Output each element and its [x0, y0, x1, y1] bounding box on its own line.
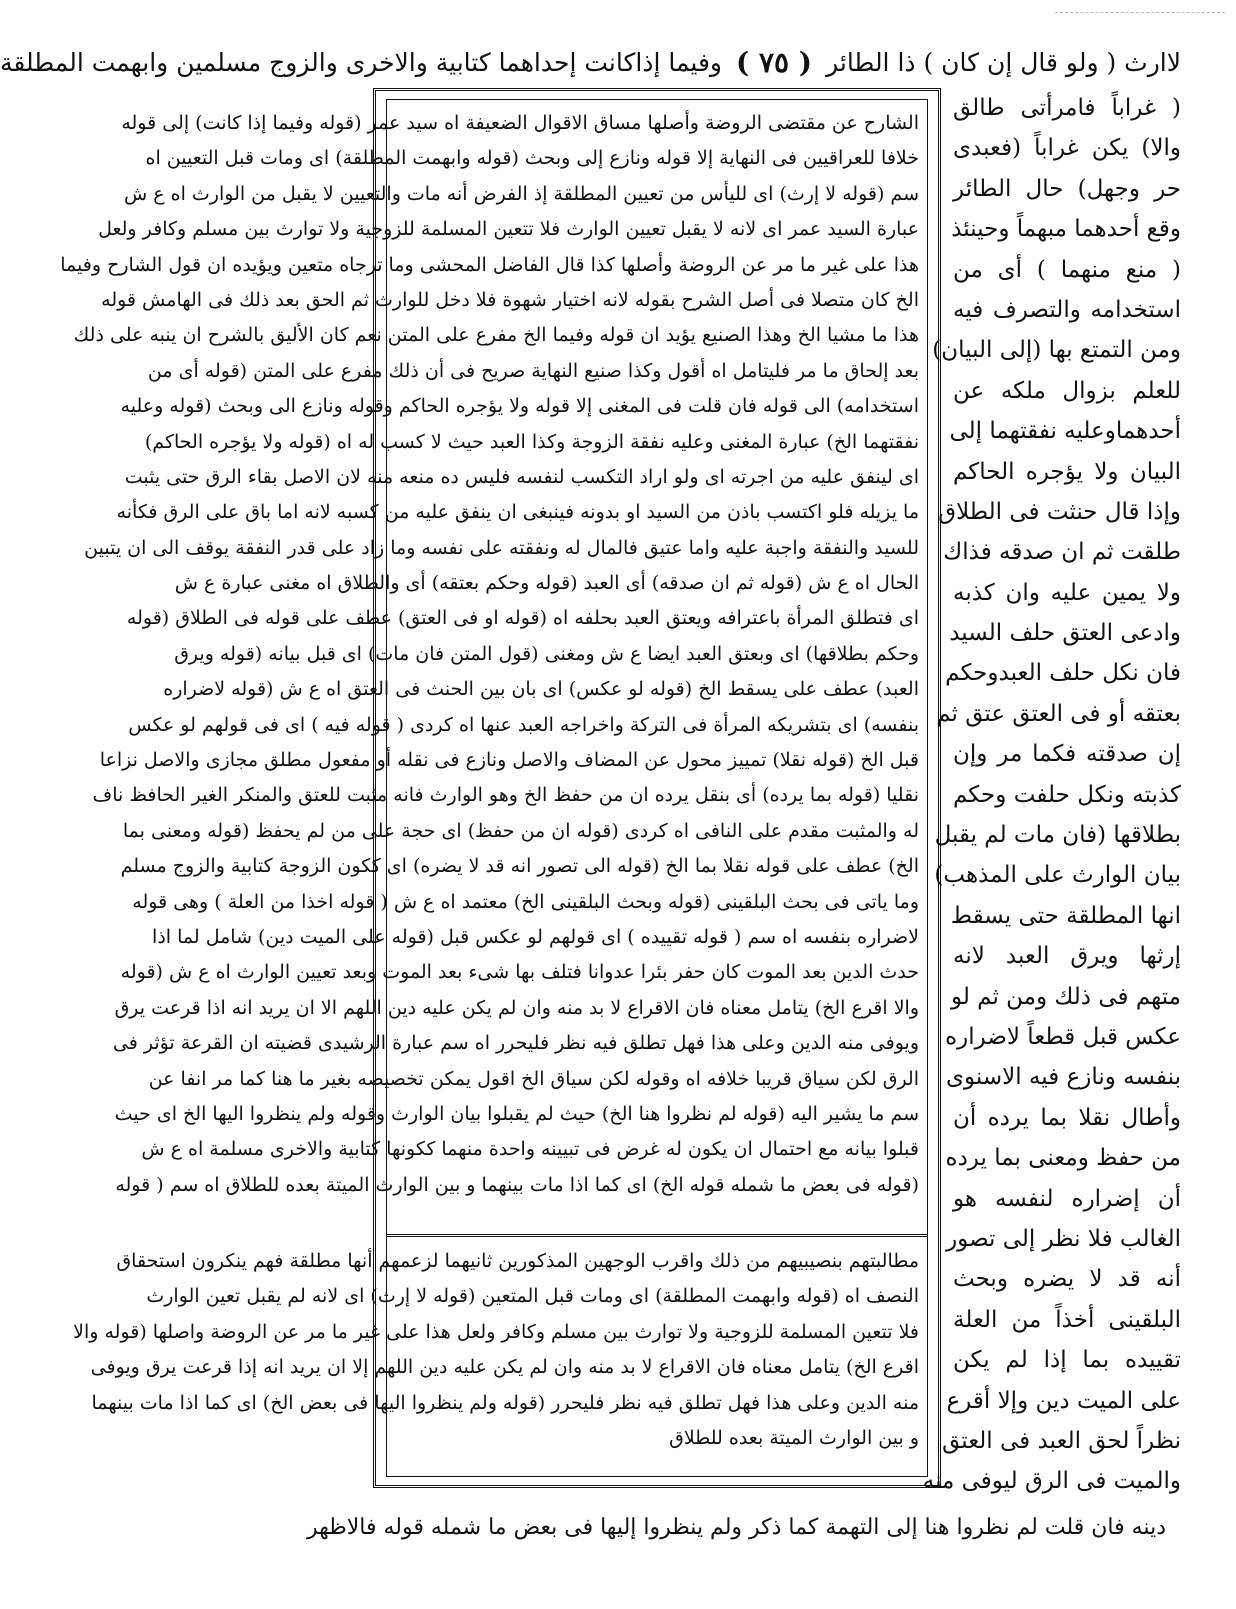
commentary-line: الحال اه ع ش (قوله ثم ان صدقه) أى العبد (قوله وحكم بعتقه) أى والطلاق اه مغنى عبارة ع ش: [174, 572, 919, 595]
main-text-line: متهم فى ذلك ومن ثم لو: [950, 983, 1181, 1010]
main-text-line: أحدهماوعليه نفقتهما إلى: [949, 418, 1181, 445]
main-text-line: ( غراباً فامرأتى طالق: [953, 95, 1181, 121]
commentary-inner-frame: [60, 99, 928, 1477]
main-text-line: طلقت ثم ان صدقه فذاك: [943, 539, 1181, 566]
section-divider: [387, 1234, 927, 1237]
main-text-line: ومن التمتع بها (إلى البيان): [932, 337, 1181, 364]
main-text-line: عكس قبل قطعاً لاضراره: [945, 1023, 1181, 1050]
commentary-line: حدث الدين بعد الموت كان حفر بئرا عدوانا فتلف بها شىء بعد الموت وبعد تعيين الوارث اه ع ش (قوله: [120, 961, 919, 984]
main-text-line: أن إضراره لنفسه هو: [953, 1185, 1181, 1212]
commentary-line: الشارح عن مقتضى الروضة وأصلها مساق الاقوال الضعيفة اه سيد عمر (قوله وفيما إذا كانت) إلى قوله: [121, 112, 919, 134]
commentary-line: بنفسه) اى بتشريكه المرأة فى التركة واخراجه العبد عنها اه كردى ( قوله فيه ) اى فى قولهم لو عكس: [128, 713, 919, 736]
header-right-text: لاارث ( ولو قال إن كان ) ذا الطائر: [826, 48, 1181, 77]
main-text-line: على الميت دين وإلا أقرع: [946, 1387, 1181, 1414]
scan-mark: [1055, 12, 1225, 13]
main-text-line: البيان ولا يؤجره الحاكم: [953, 458, 1181, 485]
commentary-line: وحكم بطلاقها) اى وبعتق العبد ايضا ع ش ومغنى (قول المتن فان مات) اى قبل بيانه (قوله ويرق: [174, 642, 919, 665]
main-text-line: فان نكل حلف العبدوحكم: [945, 660, 1181, 687]
commentary-line: اى لينفق عليه من اجرته اى ولو اراد التكسب لنفسه فليس ده منعه منه لان الاصل بقاء الرق حتى يثبت: [124, 465, 919, 488]
commentary-line: فلا تتعين المسلمة للزوجية ولا توارث بين مسلم وكافر ولعل هذا على غير ما مر عن الروضة واصلها (قوله والا: [73, 1320, 919, 1343]
page-number: ( ٧٥ ): [735, 46, 813, 79]
commentary-line: منه الدين وعلى هذا فهل تطلق فيه نظر فليحرر (قوله ولم ينظروا اليها فى بعض الخ) اى كما اذا مات بينهما: [91, 1391, 919, 1414]
main-text-line: الغالب فلا نظر إلى تصور: [946, 1225, 1181, 1252]
main-text-line: بيان الوارث على المذهب): [934, 862, 1181, 889]
commentary-line: للسيد والنفقة واجبة عليه واما عتيق فالمال له ونفقته على نفسه وما زاد على قدر النفقة يوقف الى ان يتبين: [84, 536, 919, 559]
commentary-line: قبل الخ (قوله نقلا) تمييز محول عن المضاف والاصل ونازع فى نقله أو مفعول مطلق مجازى والاصل نزاعا: [99, 749, 919, 772]
commentary-line: قبلوا بيانه مع احتمال ان يكون له غرض فى تبيينه واحدة منهما ككونها كتابية والاخرى مسلمة اه ع ش: [141, 1138, 919, 1161]
commentary-line: و بين الوارث الميتة بعده للطلاق: [669, 1426, 919, 1449]
commentary-frame: [60, 88, 941, 1488]
commentary-line: هذا على غير ما مر عن الروضة وأصلها كذا قال الفاضل المحشى وما ترجاه متعين ويؤيده ان قول الشارح وفيما: [60, 253, 919, 276]
commentary-line: الخ كان متصلا فى أصل الشرح بقوله لانه اختيار شهوة فلا دخل للوارث ثم الحق بعد ذلك فى الهامش قوله: [101, 288, 919, 311]
main-text-line: نظراً لحق العبد فى العتق: [942, 1427, 1181, 1454]
commentary-line: اى فتطلق المرأة باعترافه ويعتق العبد بحلفه اه (قوله او فى العتق) عطف على قوله فى الطلاق (قوله: [126, 607, 919, 630]
commentary-line: عبارة السيد عمر اى لانه لا يقبل تعيين الوارث فلا تتعين المسلمة للزوجية ولا توارث بين مسلم وكافر ولعل: [98, 218, 919, 241]
main-text-line: استخدامه والتصرف فيه: [953, 296, 1181, 323]
commentary-line: ويوفى منه الدين وعلى هذا فهل تطلق فيه نظر فليحرر اه سم عبارة الرشيدى قضيته ان القرعة تؤثر فى: [112, 1032, 919, 1055]
commentary-line: وما ياتى فى بحث البلقينى (قوله وبحث البلقينى الخ) معتمد اه ع ش ( قوله اخذا من العلة ) وهى قوله: [132, 890, 919, 913]
commentary-line: سم (قوله لا إرث) اى لليأس من تعيين المطلقة إذ الفرض أنه مات والتعيين لا يقبل من الوارث اه ع ش: [124, 182, 919, 205]
main-text-line: وإذا قال حنثت فى الطلاق: [938, 498, 1181, 525]
commentary-line: اقرع الخ) يتامل معناه فان الاقراع لا بد منه وان لم يكن عليه دين اللهم إلا ان يريد انه إذا قرعت يرق ويوفى: [90, 1356, 919, 1379]
commentary-line: العبد) عطف على يسقط الخ (قوله لو عكس) اى بان بين الحنث فى العتق اه ع ش (قوله لاضراره: [163, 678, 919, 701]
commentary-line: الرق لكن سياق قريبا خلافه اه وقوله لكن سياق الخ اقول يمكن تخصيصه بغير ما هنا كما مر انفا عن: [148, 1067, 919, 1090]
main-text-line: حر وجهل) حال الطائر: [953, 175, 1181, 202]
commentary-section-bottom: [73, 1244, 919, 1456]
commentary-line: خلافا للعراقيين فى النهاية إلا قوله ونازع إلى وبحث (قوله وابهمت المطلقة) اى ومات قبل التعيين اه: [145, 147, 919, 170]
commentary-line: نفقتهما الخ) عبارة المغنى وعليه نفقة الزوجة وكذا العبد حيث لا كسب له اه (قوله ولا يؤجره الحاكم): [144, 430, 919, 453]
main-text-line: بعتقه أو فى العتق عتق ثم: [936, 700, 1181, 727]
main-text-line: للعلم بزوال ملكه عن: [953, 377, 1181, 404]
main-text-line: من حفظ ومعنى بما يرده: [945, 1145, 1181, 1172]
commentary-line: له والمثبت مقدم على النافى اه كردى (قوله ان من حفظ) اى حجة على من لم يحفظ (قوله ومعنى بما: [122, 819, 919, 842]
main-text-line: ( منع منهما ) أى من: [953, 256, 1181, 283]
main-text-line: بطلاقها (فان مات لم يقبل: [934, 822, 1181, 849]
main-text-line: ولا يمين عليه وان كذبه: [953, 579, 1181, 606]
commentary-line: لاضراره بنفسه اه سم ( قوله تقييده ) اى قولهم لو عكس قبل (قوله على الميت دين) شامل لما اذا: [152, 925, 919, 948]
main-text-line: والا) يكن غراباً (فعبدى: [953, 135, 1181, 162]
commentary-line: النصف اه (قوله وابهمت المطلقة) اى ومات قبل المتعين (قوله لا إرث) اى لانه لم يقبل تعين الوارث: [146, 1285, 919, 1308]
main-text-line: وادعى العتق حلف السيد: [949, 620, 1181, 647]
main-text-line: انها المطلقة حتى يسقط: [950, 902, 1181, 929]
main-text-line: وقع أحدهما مبهماً وحينئذ: [951, 216, 1181, 243]
commentary-line: ما يزيله فلو اكتسب باذن من السيد او بدونه فينبغى ان ينفق عليه من كسبه لانه اما باق على الرق فكأنه: [116, 501, 919, 524]
commentary-line: نقليا (قوله بما يرده) أى بنقل يرده ان من حفظ الخ وهو الوارث فانه مثبت للعتق والمنكر الغير الحافظ ناف: [92, 784, 919, 807]
commentary-line: استخدامه) الى قوله فان قلت فى المغنى إلا قوله ولا يؤجره الحاكم وقوله ونازع الى وبحث (قوله وعليه: [120, 395, 919, 418]
main-text-line: والميت فى الرق ليوفى منه: [922, 1468, 1181, 1495]
commentary-line: مطالبتهم بنصيبيهم من ذلك واقرب الوجهين المذكورين ثانيهما لزعمهم أنها مطلقة فهم ينكرون استحقاق: [116, 1250, 919, 1272]
main-text-line: كذبته ونكل حلفت وحكم: [953, 781, 1181, 808]
main-text-line: إرثها ويرق العبد لانه: [953, 943, 1181, 970]
commentary-line: هذا ما مشيا الخ وهذا الصنيع يؤيد ان قوله وفيما الخ مفرع على المتن نعم كان الأليق بالشرح ان ينبه على ذلك: [73, 324, 919, 347]
main-text-line: إن صدقته فكما مر وإن: [953, 741, 1181, 768]
commentary-section-top: [60, 106, 919, 1203]
footer-line: دينه فان قلت لم نظروا هنا إلى التهمة كما ذكر ولم ينظروا إليها فى بعض ما شمله قوله فالاظهر: [306, 1515, 1166, 1540]
main-text-line: أنه قد لا يضره وبحث: [953, 1266, 1181, 1293]
main-text-line: بنفسه ونازع فيه الاسنوى: [946, 1064, 1181, 1091]
main-text-line: تقييده بما إذا لم يكن: [953, 1347, 1181, 1374]
commentary-line: (قوله فى بعض ما شمله قوله الخ) اى كما اذا مات بينهما و بين الوارث الميتة بعده للطلاق اه سم ( قوله: [115, 1173, 919, 1196]
header-left-text: وفيما إذاكانت إحداهما كتابية والاخرى والزوج مسلمين وابهمت المطلقة: [0, 48, 722, 77]
commentary-line: سم ما يشير اليه (قوله لم نظروا هنا الخ) حيث لم يقبلوا بيان الوارث وقوله ولم ينظروا اليها الخ اى حيث: [114, 1102, 919, 1125]
main-text-column: [922, 88, 1181, 1502]
main-text-line: البلقينى أخذاً من العلة: [953, 1306, 1181, 1333]
running-header: [0, 40, 1181, 86]
commentary-line: الخ) عطف على قوله نقلا بما الخ (قوله الى تصور انه قد لا يضره) اى ككون الزوجة كتابية والزوج مسلم: [120, 855, 919, 878]
commentary-line: بعد إلحاق ما مر فليتامل اه أقول وكذا صنيع النهاية صريح فى أن ذلك مفرع على المتن (قوله أى من: [147, 359, 919, 382]
commentary-line: والا اقرع الخ) يتامل معناه فان الاقراع لا بد منه وان لم يكن عليه دين اللهم الا ان يريد انه اذا قرعت يرق: [114, 996, 919, 1019]
main-text-line: وأطال نقلا بما يرده أن: [953, 1104, 1181, 1131]
